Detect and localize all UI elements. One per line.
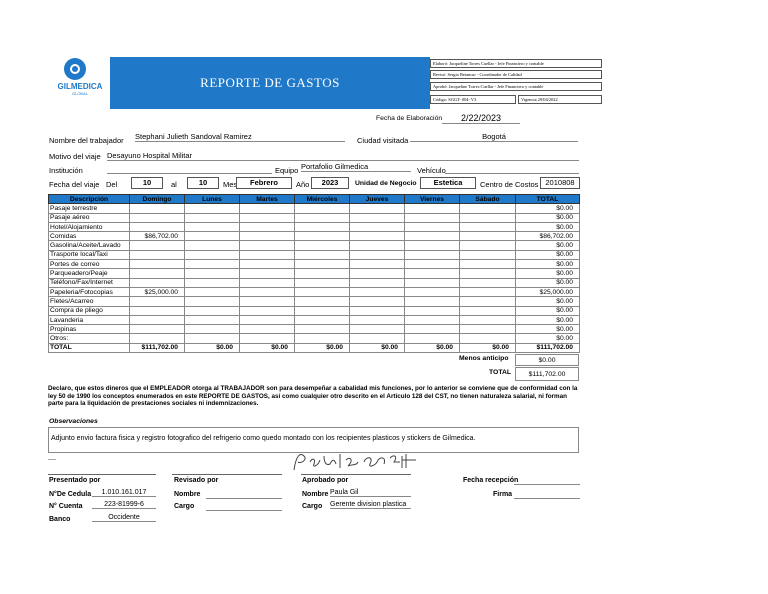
table-cell[interactable]	[350, 213, 405, 222]
table-cell[interactable]	[185, 241, 240, 250]
row-description: Fletes/Acarreo	[49, 297, 130, 306]
table-cell[interactable]	[350, 250, 405, 259]
table-cell[interactable]	[405, 222, 460, 231]
row-description: Portes de correo	[49, 260, 130, 269]
motivo-label: Motivo del viaje	[49, 152, 101, 161]
observaciones-field[interactable]: Adjunto envio factura fisica y registro fotografico del refrigerio como quedo montado con los recipientes plasticos y stickers de Gilmedica.	[48, 427, 579, 453]
mes-label: Mes	[223, 180, 238, 189]
table-cell[interactable]	[185, 325, 240, 334]
table-cell[interactable]	[295, 232, 350, 241]
presentado-label: Presentado por	[49, 477, 101, 484]
meta-vigencia: Vigencia 29/04/2022	[518, 95, 602, 104]
table-cell[interactable]	[295, 269, 350, 278]
cedula-label: N°De Cedula	[49, 491, 92, 498]
firma-label: Firma	[493, 491, 513, 498]
table-cell[interactable]	[405, 306, 460, 315]
row-description: Lavanderia	[49, 315, 130, 324]
table-cell[interactable]	[240, 315, 295, 324]
table-cell: $111,702.00	[130, 343, 185, 352]
banco-value[interactable]: Occidente	[92, 514, 156, 522]
firma-value[interactable]	[514, 488, 580, 499]
row-description: Papeleria/Fotocopias	[49, 287, 130, 296]
table-cell: $0.00	[516, 213, 580, 222]
table-row	[49, 306, 580, 315]
table-cell[interactable]	[460, 241, 516, 250]
centro-costos-label: Centro de Costos	[480, 180, 539, 189]
observaciones-label: Observaciones	[49, 418, 98, 425]
cedula-value[interactable]: 1.010.161.017	[92, 489, 156, 497]
revisado-cargo-value[interactable]	[206, 501, 282, 511]
table-cell[interactable]	[185, 260, 240, 269]
table-cell[interactable]	[240, 232, 295, 241]
table-cell[interactable]	[460, 334, 516, 343]
fecha-elaboracion-value[interactable]: 2/22/2023	[442, 113, 520, 124]
table-cell[interactable]	[460, 204, 516, 213]
signature-image	[290, 448, 430, 476]
table-cell[interactable]	[460, 269, 516, 278]
table-cell[interactable]	[405, 278, 460, 287]
table-cell[interactable]	[130, 250, 185, 259]
table-cell[interactable]	[350, 269, 405, 278]
column-header: Sábado	[460, 195, 516, 204]
fecha-elaboracion-label: Fecha de Elaboración	[376, 115, 443, 122]
row-description: TOTAL	[49, 343, 130, 352]
table-cell: $0.00	[405, 343, 460, 352]
table-body	[49, 204, 580, 353]
row-description: Teléfono/Fax/Internet	[49, 278, 130, 287]
meta-aprobo: Aprobó: Jacqueline Torres Cuellar - Jefe Financiero y contable	[430, 82, 602, 91]
al-label: al	[171, 180, 177, 189]
table-cell[interactable]	[185, 213, 240, 222]
table-row	[49, 204, 580, 213]
table-cell[interactable]	[130, 269, 185, 278]
page-title: REPORTE DE GASTOS	[200, 75, 340, 90]
table-cell[interactable]	[350, 306, 405, 315]
table-cell[interactable]	[240, 250, 295, 259]
table-cell[interactable]	[350, 222, 405, 231]
gilmedica-logo-icon	[64, 58, 86, 80]
ciudad-value[interactable]: Bogotá	[410, 132, 578, 142]
table-row	[49, 297, 580, 306]
table-cell[interactable]	[350, 334, 405, 343]
unidad-negocio-value[interactable]: Estetica	[420, 177, 476, 189]
table-cell[interactable]	[295, 315, 350, 324]
table-cell[interactable]	[295, 241, 350, 250]
table-cell: $0.00	[516, 297, 580, 306]
table-row	[49, 250, 580, 259]
table-cell[interactable]	[130, 241, 185, 250]
table-cell[interactable]	[130, 334, 185, 343]
table-cell[interactable]	[295, 297, 350, 306]
table-row	[49, 213, 580, 222]
aprobado-cargo-value[interactable]: Gerente division plastica	[330, 501, 411, 509]
table-cell[interactable]	[460, 250, 516, 259]
table-cell[interactable]	[185, 250, 240, 259]
row-description: Trasporte local/Taxi	[49, 250, 130, 259]
table-row	[49, 260, 580, 269]
table-cell[interactable]	[130, 204, 185, 213]
meta-reviso: Revisó: Sergio Betancur - Coordinador de Calidad	[430, 70, 602, 79]
table-cell[interactable]	[185, 287, 240, 296]
nombre-trabajador-value[interactable]: Stephani Julieth Sandoval Ramirez	[135, 132, 345, 142]
table-cell[interactable]	[460, 260, 516, 269]
table-cell[interactable]	[405, 232, 460, 241]
table-cell[interactable]	[405, 269, 460, 278]
table-cell[interactable]	[295, 334, 350, 343]
table-cell[interactable]	[350, 287, 405, 296]
mes-value[interactable]: Febrero	[236, 177, 292, 189]
table-cell[interactable]	[405, 287, 460, 296]
table-cell: $0.00	[350, 343, 405, 352]
del-value[interactable]: 10	[131, 177, 163, 189]
row-description: Propinas	[49, 325, 130, 334]
table-cell[interactable]	[240, 222, 295, 231]
table-cell[interactable]	[185, 278, 240, 287]
row-description: Comidas	[49, 232, 130, 241]
table-cell: $0.00	[516, 241, 580, 250]
table-total-row	[49, 343, 580, 352]
table-cell[interactable]	[295, 222, 350, 231]
table-cell[interactable]	[130, 325, 185, 334]
table-cell[interactable]	[350, 315, 405, 324]
table-cell[interactable]	[405, 334, 460, 343]
table-cell[interactable]	[460, 287, 516, 296]
declaration-text: Declaro, que estos dineros que el EMPLEADOR otorga al TRABAJADOR son para desempeñar a cabalidad mis funciones, por lo anterior se conviene que de conformidad con la ley 50 de 1990 los conceptos enumerados en este REPORTE DE GASTOS, así como cualquier otro descrito en el Artículo 128 del CST, no tienen naturaleza salarial, ni forman parte para la liquidación de prestaciones sociales ni indemnizaciones.	[48, 385, 578, 408]
table-row	[49, 278, 580, 287]
table-cell[interactable]	[405, 315, 460, 324]
table-cell: $0.00	[516, 325, 580, 334]
table-cell[interactable]	[130, 260, 185, 269]
table-cell: $0.00	[516, 250, 580, 259]
table-cell[interactable]	[460, 297, 516, 306]
expense-table	[48, 194, 580, 353]
table-cell[interactable]	[240, 334, 295, 343]
column-header: Miércoles	[295, 195, 350, 204]
row-description: Compra de pliego	[49, 306, 130, 315]
revisado-nombre-label: Nombre	[174, 491, 201, 498]
table-cell[interactable]	[350, 204, 405, 213]
table-cell: $0.00	[516, 278, 580, 287]
al-value[interactable]: 10	[187, 177, 219, 189]
nombre-trabajador-label: Nombre del trabajador	[49, 136, 124, 145]
table-cell[interactable]	[405, 297, 460, 306]
presentado-line	[48, 474, 156, 475]
table-cell[interactable]	[405, 213, 460, 222]
meta-elaboro: Elaboró: Jacqueline Torres Cuellar - Jefe Financiero y contable	[430, 59, 602, 68]
row-description: Parqueadero/Peaje	[49, 269, 130, 278]
table-cell: $0.00	[185, 343, 240, 352]
revisado-nombre-value[interactable]	[206, 489, 282, 499]
table-cell[interactable]	[240, 306, 295, 315]
table-cell[interactable]	[295, 204, 350, 213]
table-cell[interactable]	[405, 325, 460, 334]
table-cell: $86,702.00	[516, 232, 580, 241]
table-cell[interactable]	[295, 213, 350, 222]
table-cell[interactable]	[240, 325, 295, 334]
table-row	[49, 315, 580, 324]
column-header: TOTAL	[516, 195, 580, 204]
column-header: Jueves	[350, 195, 405, 204]
institucion-label: Institución	[49, 166, 83, 175]
table-cell: $0.00	[516, 334, 580, 343]
table-cell: $0.00	[295, 343, 350, 352]
table-cell[interactable]	[130, 306, 185, 315]
table-cell[interactable]	[240, 269, 295, 278]
revisado-line	[172, 474, 282, 475]
fecha-recepcion-value[interactable]	[514, 474, 580, 485]
logo-text: GILMEDICA	[57, 82, 103, 91]
table-cell[interactable]	[295, 278, 350, 287]
table-cell[interactable]	[350, 297, 405, 306]
row-description: Otros:	[49, 334, 130, 343]
row-description: Pasaje aéreo	[49, 213, 130, 222]
table-row	[49, 325, 580, 334]
table-cell[interactable]	[295, 306, 350, 315]
row-description: Hotel/Alojamiento	[49, 222, 130, 231]
table-cell[interactable]	[185, 204, 240, 213]
table-cell: $25,000.00	[516, 287, 580, 296]
logo-subtext: GLOBAL	[71, 91, 88, 96]
vehiculo-value[interactable]	[445, 163, 579, 174]
table-cell[interactable]	[460, 213, 516, 222]
column-header: Lunes	[185, 195, 240, 204]
table-cell[interactable]	[240, 241, 295, 250]
revisado-cargo-label: Cargo	[174, 503, 195, 510]
table-row	[49, 222, 580, 231]
table-cell: $0.00	[516, 315, 580, 324]
table-cell[interactable]	[130, 315, 185, 324]
fecha-viaje-label: Fecha del viaje	[49, 180, 100, 189]
anio-label: Año	[296, 180, 310, 189]
table-cell: $0.00	[516, 306, 580, 315]
table-cell[interactable]	[405, 250, 460, 259]
table-cell[interactable]	[460, 278, 516, 287]
table-cell: $0.00	[516, 222, 580, 231]
table-cell[interactable]	[185, 315, 240, 324]
table-cell[interactable]	[185, 222, 240, 231]
table-cell[interactable]	[460, 306, 516, 315]
menos-anticipo-value[interactable]: $0.00	[515, 354, 579, 366]
table-cell[interactable]	[130, 222, 185, 231]
table-cell[interactable]	[350, 232, 405, 241]
table-cell[interactable]: $25,000.00	[130, 287, 185, 296]
table-row	[49, 232, 580, 241]
table-cell[interactable]	[185, 232, 240, 241]
table-cell[interactable]	[240, 297, 295, 306]
revisado-label: Revisado por	[174, 477, 219, 484]
aprobado-nombre-label: Nombre	[302, 491, 329, 498]
motivo-value[interactable]: Desayuno Hospital Militar	[107, 151, 579, 161]
table-cell[interactable]	[130, 213, 185, 222]
table-row	[49, 269, 580, 278]
aprobado-nombre-value[interactable]: Paula Gil	[330, 489, 411, 497]
cuenta-value[interactable]: 223-81999-6	[92, 501, 156, 509]
meta-codigo: Código: SGGT- 004- V3	[430, 95, 516, 104]
equipo-label: Equipo	[275, 166, 299, 175]
table-cell[interactable]	[185, 334, 240, 343]
table-cell[interactable]	[460, 315, 516, 324]
centro-costos-value[interactable]: 2010808	[540, 177, 580, 189]
column-header: Martes	[240, 195, 295, 204]
table-cell[interactable]	[295, 260, 350, 269]
table-cell: $0.00	[516, 269, 580, 278]
anio-value[interactable]: 2023	[311, 177, 349, 189]
column-header: Domingo	[130, 195, 185, 204]
banco-label: Banco	[49, 516, 71, 523]
aprobado-cargo-label: Cargo	[302, 503, 323, 510]
table-cell[interactable]	[350, 260, 405, 269]
menos-anticipo-label: Menos anticipo	[459, 355, 509, 362]
table-cell: $111,702.00	[516, 343, 580, 352]
ciudad-label: Ciudad visitada	[357, 136, 409, 145]
table-cell[interactable]	[130, 297, 185, 306]
del-label: Del	[106, 180, 118, 189]
table-cell: $0.00	[516, 204, 580, 213]
table-cell[interactable]	[185, 306, 240, 315]
unidad-negocio-label: Unidad de Negocio	[355, 180, 417, 187]
table-row	[49, 334, 580, 343]
table-cell[interactable]	[460, 325, 516, 334]
table-row	[49, 241, 580, 250]
column-header: Viernes	[405, 195, 460, 204]
table-cell[interactable]	[240, 260, 295, 269]
row-description: Gasolina/Aceite/Lavado	[49, 241, 130, 250]
table-cell[interactable]	[185, 269, 240, 278]
table-cell[interactable]	[130, 278, 185, 287]
institucion-value[interactable]	[107, 163, 272, 174]
table-cell[interactable]	[460, 232, 516, 241]
table-cell[interactable]	[405, 204, 460, 213]
vehiculo-label: Vehículo	[417, 166, 446, 175]
table-cell[interactable]	[295, 250, 350, 259]
equipo-value[interactable]: Portafolio Gilmedica	[301, 162, 411, 172]
cuenta-label: N° Cuenta	[49, 503, 83, 510]
table-cell[interactable]	[405, 241, 460, 250]
table-cell[interactable]	[240, 287, 295, 296]
table-cell[interactable]	[350, 325, 405, 334]
table-row	[49, 287, 580, 296]
table-cell: $0.00	[460, 343, 516, 352]
fecha-recepcion-label: Fecha recepción	[463, 477, 519, 484]
total-label: TOTAL	[489, 369, 512, 376]
table-cell[interactable]	[350, 278, 405, 287]
total-value: $111,702.00	[515, 367, 579, 381]
table-cell[interactable]	[295, 287, 350, 296]
table-cell[interactable]: $86,702.00	[130, 232, 185, 241]
table-cell[interactable]	[240, 213, 295, 222]
table-header-row	[49, 195, 580, 204]
table-cell: $0.00	[240, 343, 295, 352]
table-cell[interactable]	[185, 297, 240, 306]
table-cell[interactable]	[240, 278, 295, 287]
aprobado-line	[301, 474, 411, 475]
table-cell[interactable]	[460, 222, 516, 231]
divider	[48, 459, 56, 460]
table-cell[interactable]	[405, 260, 460, 269]
row-description: Pasaje terrestre	[49, 204, 130, 213]
table-cell: $0.00	[516, 260, 580, 269]
table-cell[interactable]	[240, 204, 295, 213]
aprobado-label: Aprobado por	[302, 477, 349, 484]
table-cell[interactable]	[295, 325, 350, 334]
table-cell[interactable]	[350, 241, 405, 250]
column-header: Descripción	[49, 195, 130, 204]
